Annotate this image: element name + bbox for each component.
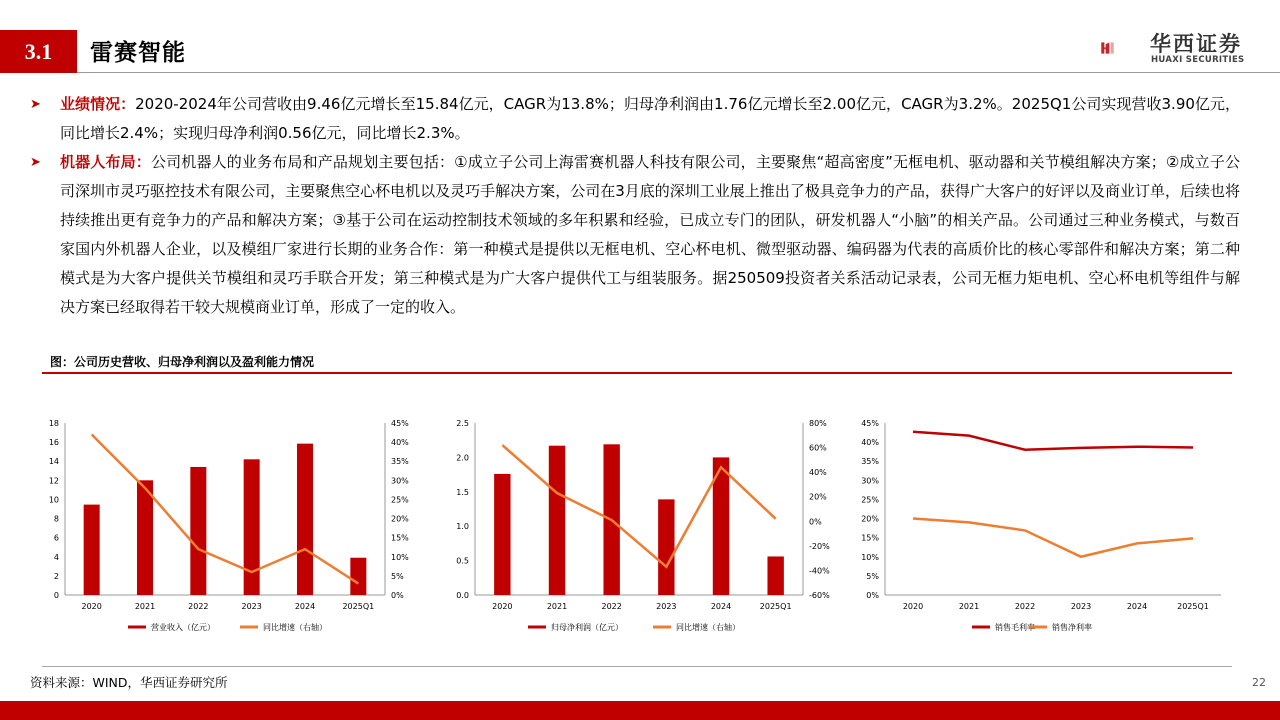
x-tick-label: 2021 bbox=[134, 602, 156, 611]
line-series bbox=[913, 432, 1193, 450]
bar bbox=[494, 474, 510, 595]
y-tick-label: 12 bbox=[48, 476, 59, 486]
x-tick-label: 2024 bbox=[710, 602, 732, 611]
legend-label: 归母净利润（亿元） bbox=[551, 623, 623, 632]
x-tick-label: 2023 bbox=[241, 602, 262, 611]
paragraph-robotics bbox=[30, 148, 1240, 322]
y-tick-label: 8 bbox=[53, 514, 59, 524]
figure-caption: 图：公司历史营收、归母净利润以及盈利能力情况 bbox=[50, 355, 315, 369]
x-tick-label: 2023 bbox=[656, 602, 677, 611]
y-tick-label: 2.5 bbox=[456, 419, 469, 428]
y2-tick-label: 45% bbox=[391, 419, 409, 428]
y-tick-label: 5% bbox=[866, 571, 879, 581]
y-tick-label: 2.0 bbox=[456, 453, 469, 463]
y-tick-label: 0.5 bbox=[456, 556, 469, 566]
legend-label: 营业收入（亿元） bbox=[151, 623, 215, 632]
figure-top-rule bbox=[42, 372, 1232, 374]
bar bbox=[658, 499, 674, 595]
x-tick-label: 2022 bbox=[188, 602, 209, 611]
y2-tick-label: 60% bbox=[809, 443, 827, 453]
y-tick-label: 16 bbox=[48, 438, 59, 448]
logo-text-en: HUAXI SECURITIES bbox=[1151, 55, 1245, 65]
x-tick-label: 2022 bbox=[1014, 602, 1036, 611]
source-note: 资料来源：WIND，华西证券研究所 bbox=[30, 675, 228, 690]
y-tick-label: 45% bbox=[861, 419, 879, 428]
paragraph-text: 公司机器人的业务布局和产品规划主要包括：①成立子公司上海雷赛机器人科技有限公司，主要聚焦“超高密度”无框电机、驱动器和关节模组解决方案；②成立子公司深圳市灵巧驱控技术有限公司，主要聚焦空心杯电机以及灵巧手解决方案，公司在3月底的深圳工业展上推出了极具竞争力的产品，获得广大客户的好评以及商业订单，后续也将持续推出更有竞争力的产品和解决方案；③基于公司在运动控制技术领域的多年积累和经验，已成立专门的团队，研发机器人“小脑”的相关产品。公司通过三种业务模式，与数百家国内外机器人企业，以及模组厂家进行长期的业务合作：第一种模式是提供以无框电机、空心杯电机、微型驱动器、编码器为代表的高质价比的核心零部件和解决方案；第二种模式是为大客户提供关节模组和灵巧手联合开发；第三种模式是为广大客户提供代工与组装服务。据250509投资者关系活动记录表，公司无框力矩电机、空心杯电机等组件与解决方案已经取得若干较大规模商业订单，形成了一定的收入。 bbox=[60, 153, 1240, 316]
y-tick-label: 1.0 bbox=[456, 522, 469, 532]
y2-tick-label: 10% bbox=[391, 552, 409, 562]
section-title: 雷赛智能 bbox=[90, 40, 186, 66]
legend-label: 同比增速（右轴） bbox=[676, 623, 740, 632]
footer-bar bbox=[0, 701, 1280, 720]
bar bbox=[767, 556, 783, 595]
y2-tick-label: 40% bbox=[809, 468, 827, 478]
bullet-arrow-icon: ➤ bbox=[30, 155, 41, 170]
y2-tick-label: 20% bbox=[809, 492, 827, 502]
bar bbox=[297, 444, 313, 595]
huaxi-logo-icon bbox=[1100, 26, 1150, 70]
x-tick-label: 2020 bbox=[81, 602, 102, 611]
y-tick-label: 35% bbox=[861, 457, 879, 467]
bar bbox=[84, 505, 100, 595]
page-number: 22 bbox=[1252, 676, 1266, 689]
line-series bbox=[502, 445, 775, 567]
y2-tick-label: 80% bbox=[809, 419, 827, 428]
x-tick-label: 2022 bbox=[601, 602, 622, 611]
y-tick-label: 0.0 bbox=[456, 591, 469, 600]
y2-tick-label: 5% bbox=[391, 571, 404, 581]
legend-label: 同比增速（右轴） bbox=[263, 623, 327, 632]
y2-tick-label: 0% bbox=[809, 517, 822, 527]
line-series bbox=[92, 434, 359, 583]
y2-tick-label: 20% bbox=[391, 514, 409, 524]
legend-label: 销售净利率 bbox=[1052, 623, 1092, 632]
y2-tick-label: 35% bbox=[391, 457, 409, 467]
bar bbox=[137, 480, 153, 595]
x-tick-label: 2025Q1 bbox=[1177, 602, 1209, 611]
section-number: 3.1 bbox=[0, 30, 77, 73]
y2-tick-label: -20% bbox=[809, 541, 830, 551]
x-tick-label: 2021 bbox=[546, 602, 568, 611]
bullet-arrow-icon: ➤ bbox=[30, 97, 41, 112]
y-tick-label: 10 bbox=[48, 495, 59, 505]
legend-label: 销售毛利率 bbox=[995, 623, 1035, 632]
y-tick-label: 6 bbox=[53, 533, 59, 543]
y-tick-label: 15% bbox=[861, 533, 879, 543]
x-tick-label: 2020 bbox=[492, 602, 513, 611]
x-tick-label: 2024 bbox=[294, 602, 316, 611]
x-tick-label: 2025Q1 bbox=[342, 602, 375, 611]
x-tick-label: 2024 bbox=[1126, 602, 1148, 611]
y-tick-label: 30% bbox=[861, 476, 879, 486]
y2-tick-label: 25% bbox=[391, 495, 409, 505]
bar bbox=[190, 467, 206, 595]
y-tick-label: 2 bbox=[53, 571, 59, 581]
figure-bottom-rule bbox=[42, 666, 1232, 667]
paragraph-label: 业绩情况： bbox=[60, 95, 136, 113]
y-tick-label: 1.5 bbox=[456, 487, 469, 497]
y-tick-label: 0 bbox=[53, 591, 59, 600]
y2-tick-label: -40% bbox=[809, 566, 830, 576]
profitability-chart bbox=[855, 410, 1235, 635]
bar bbox=[350, 558, 366, 595]
y-tick-label: 10% bbox=[861, 552, 879, 562]
y2-tick-label: -60% bbox=[809, 591, 830, 600]
bar bbox=[244, 459, 260, 595]
y-tick-label: 0% bbox=[866, 591, 879, 600]
paragraph-label: 机器人布局： bbox=[60, 153, 151, 171]
y2-tick-label: 30% bbox=[391, 476, 409, 486]
paragraph-performance bbox=[30, 90, 1240, 148]
header-divider bbox=[77, 72, 1280, 73]
y-tick-label: 14 bbox=[48, 457, 59, 467]
y-tick-label: 40% bbox=[861, 438, 879, 448]
y-tick-label: 20% bbox=[861, 514, 879, 524]
paragraph-text: 2020-2024年公司营收由9.46亿元增长至15.84亿元，CAGR为13.8%；归母净利润由1.76亿元增长至2.00亿元，CAGR为3.2%。2025Q1公司实现营收3.90亿元，同比增长2.4%；实现归母净利润0.56亿元，同比增长2.3%。 bbox=[60, 95, 1240, 142]
x-tick-label: 2025Q1 bbox=[759, 602, 792, 611]
y2-tick-label: 40% bbox=[391, 438, 409, 448]
y-tick-label: 25% bbox=[861, 495, 879, 505]
y-tick-label: 18 bbox=[48, 419, 59, 428]
net-profit-chart bbox=[440, 410, 840, 635]
line-series bbox=[913, 519, 1193, 557]
revenue-chart bbox=[40, 410, 420, 635]
y2-tick-label: 15% bbox=[391, 533, 409, 543]
bar bbox=[549, 446, 565, 595]
x-tick-label: 2023 bbox=[1070, 602, 1092, 611]
logo-text-cn: 华西证券 bbox=[1150, 32, 1242, 56]
x-tick-label: 2021 bbox=[958, 602, 980, 611]
y-tick-label: 4 bbox=[53, 552, 59, 562]
y2-tick-label: 0% bbox=[391, 591, 404, 600]
x-tick-label: 2020 bbox=[902, 602, 924, 611]
